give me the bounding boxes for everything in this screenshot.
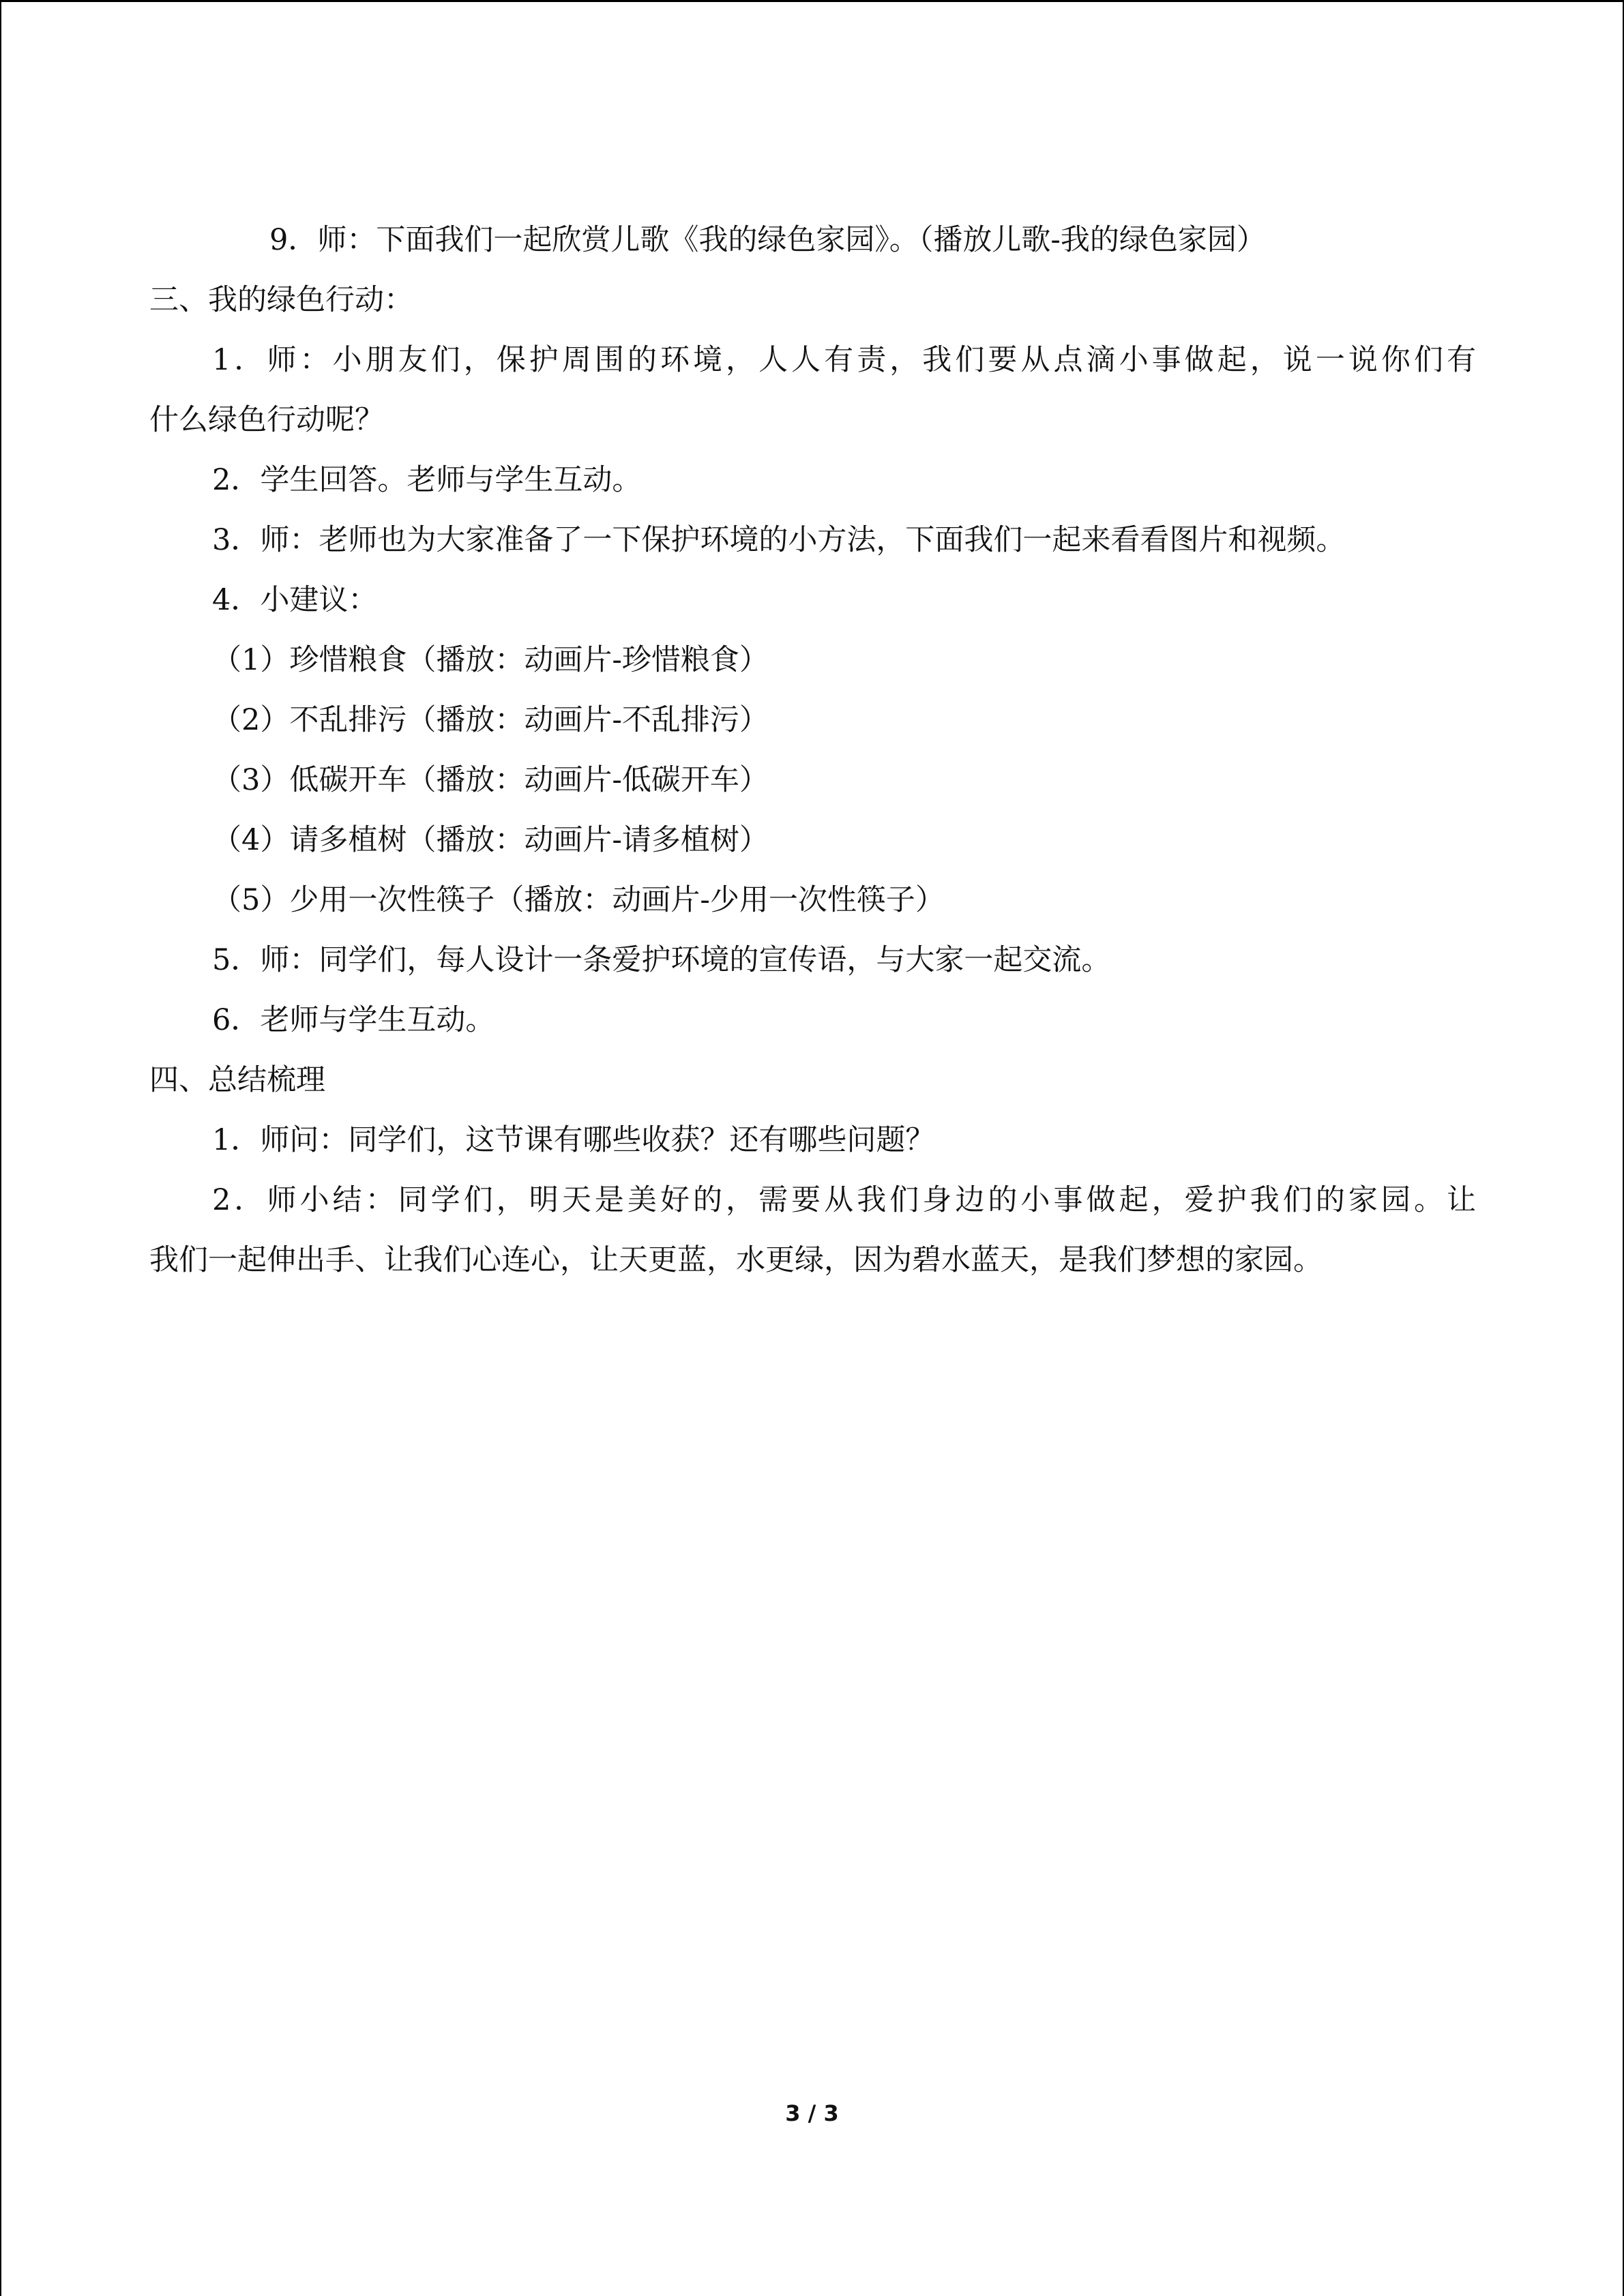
paragraph-2: 2．学生回答。老师与学生互动。 xyxy=(212,463,642,497)
summary-2-line-2: 我们一起伸出手、让我们心连心，让天更蓝，水更绿，因为碧水蓝天，是我们梦想的家园。 xyxy=(149,1243,1323,1277)
page-number: 3 / 3 xyxy=(785,2100,839,2126)
paragraph-5: 5．师：同学们，每人设计一条爱护环境的宣传语，与大家一起交流。 xyxy=(212,943,1111,977)
suggestion-1: （1）珍惜粮食（播放：动画片-珍惜粮食） xyxy=(212,643,769,677)
paragraph-3: 3．师：老师也为大家准备了一下保护环境的小方法，下面我们一起来看看图片和视频。 xyxy=(212,523,1346,557)
suggestion-3: （3）低碳开车（播放：动画片-低碳开车） xyxy=(212,763,769,797)
suggestion-2: （2）不乱排污（播放：动画片-不乱排污） xyxy=(212,703,769,737)
summary-1: 1．师问：同学们，这节课有哪些收获？还有哪些问题？ xyxy=(212,1123,935,1157)
paragraph-6: 6．老师与学生互动。 xyxy=(212,1003,495,1037)
section-heading-3: 三、我的绿色行动： xyxy=(149,283,413,317)
suggestion-5: （5）少用一次性筷子（播放：动画片-少用一次性筷子） xyxy=(212,883,945,917)
paragraph-1-line-2: 什么绿色行动呢？ xyxy=(149,403,384,437)
summary-2-line-1: 2．师小结：同学们，明天是美好的，需要从我们身边的小事做起，爱护我们的家园。让 xyxy=(212,1183,1476,1217)
section-heading-4: 四、总结梳理 xyxy=(149,1063,325,1097)
paragraph-4: 4．小建议： xyxy=(212,583,378,617)
suggestion-4: （4）请多植树（播放：动画片-请多植树） xyxy=(212,823,769,857)
song-line: 9．师：下面我们一起欣赏儿歌《我的绿色家园》。（播放儿歌-我的绿色家园） xyxy=(269,223,1266,257)
paragraph-1-line-1: 1．师：小朋友们，保护周围的环境，人人有责，我们要从点滴小事做起，说一说你们有 xyxy=(212,343,1476,377)
document-body xyxy=(149,210,1476,1290)
